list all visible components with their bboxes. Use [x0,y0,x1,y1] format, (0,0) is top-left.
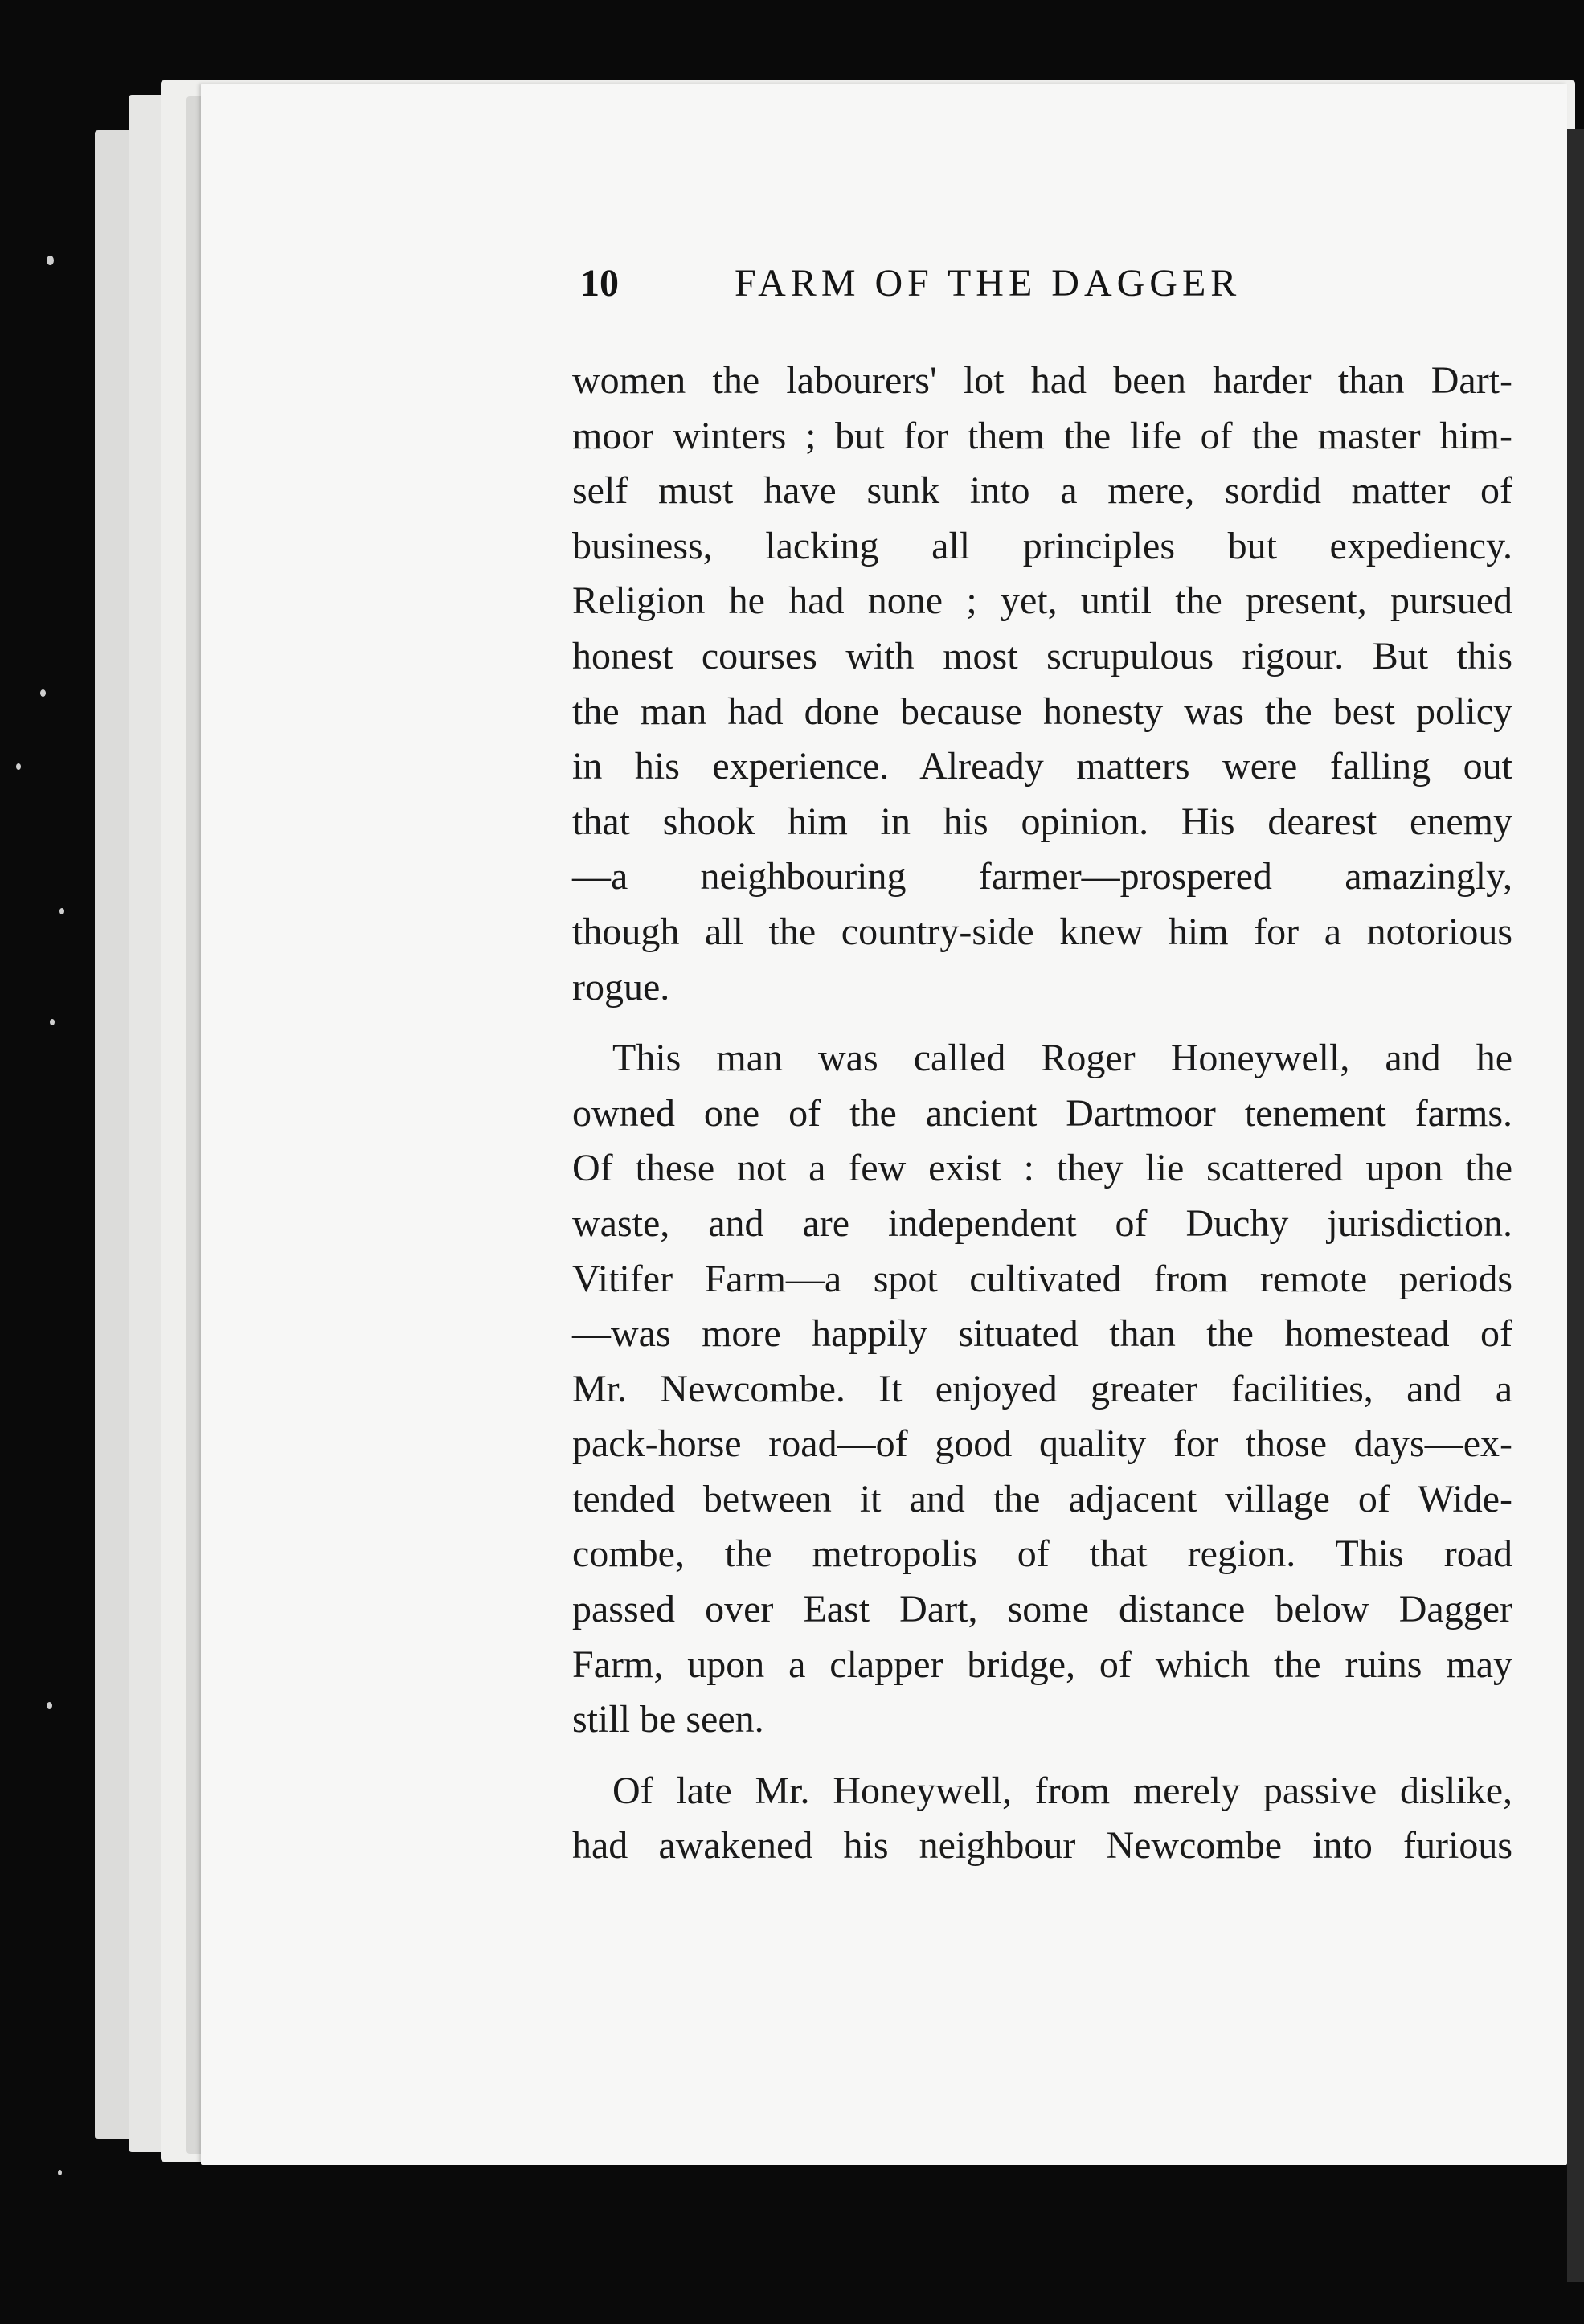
dust-speck [16,763,21,770]
dust-speck [47,1702,52,1709]
text-line: Of late Mr. Honeywell, from merely passive dislike, [612,1769,1512,1812]
text-line: Farm, upon a clapper bridge, of which the ruins may [572,1643,1512,1686]
text-line: This man was called Roger Honeywell, and he [612,1037,1512,1080]
text-line: the man had done because honesty was the best policy [572,689,1512,733]
body-text [572,354,1512,1874]
text-line: moor winters ; but for them the life of the master him- [572,414,1512,457]
text-line: though all the country-side knew him for a notorious [572,910,1512,953]
dust-speck [40,689,46,697]
text-line: Religion he had none ; yet, until the present, pursued [572,579,1512,623]
text-line: Of these not a few exist : they lie scattered upon the [572,1147,1512,1190]
text-line: Mr. Newcombe. It enjoyed greater facilities, and a [572,1367,1512,1410]
page-number: 10 [580,262,619,305]
running-title: FARM OF THE DAGGER [735,262,1242,305]
text-line: —a neighbouring farmer—prospered amazingly, [572,855,1512,898]
dust-speck [47,256,54,265]
text-line: —was more happily situated than the homestead of [572,1312,1512,1356]
page-header [580,261,1512,317]
text-line: Vitifer Farm—a spot cultivated from remote periods [572,1257,1512,1300]
text-line: women the labourers' lot had been harder than Dart- [572,359,1512,402]
text-line: combe, the metropolis of that region. This road [572,1532,1512,1576]
text-line: waste, and are independent of Duchy jurisdiction. [572,1201,1512,1245]
text-line: business, lacking all principles but expediency. [572,524,1512,567]
text-line: honest courses with most scrupulous rigour. But this [572,634,1512,677]
dust-speck [50,1019,55,1025]
text-line: pack-horse road—of good quality for those days—ex- [572,1422,1512,1466]
text-line: passed over East Dart, some distance below Dagger [572,1588,1512,1631]
scan-border [1567,129,1584,2282]
text-line: that shook him in his opinion. His dearest enemy [572,800,1512,843]
text-line: tended between it and the adjacent village of Wide- [572,1477,1512,1520]
text-line: in his experience. Already matters were falling out [572,745,1512,788]
text-line: rogue. [572,965,670,1009]
dust-speck [58,2170,62,2175]
dust-speck [59,908,64,914]
text-line: self must have sunk into a mere, sordid matter of [572,469,1512,513]
text-line: still be seen. [572,1698,764,1741]
text-line: had awakened his neighbour Newcombe into furious [572,1824,1512,1868]
text-line: owned one of the ancient Dartmoor tenement farms. [572,1091,1512,1135]
